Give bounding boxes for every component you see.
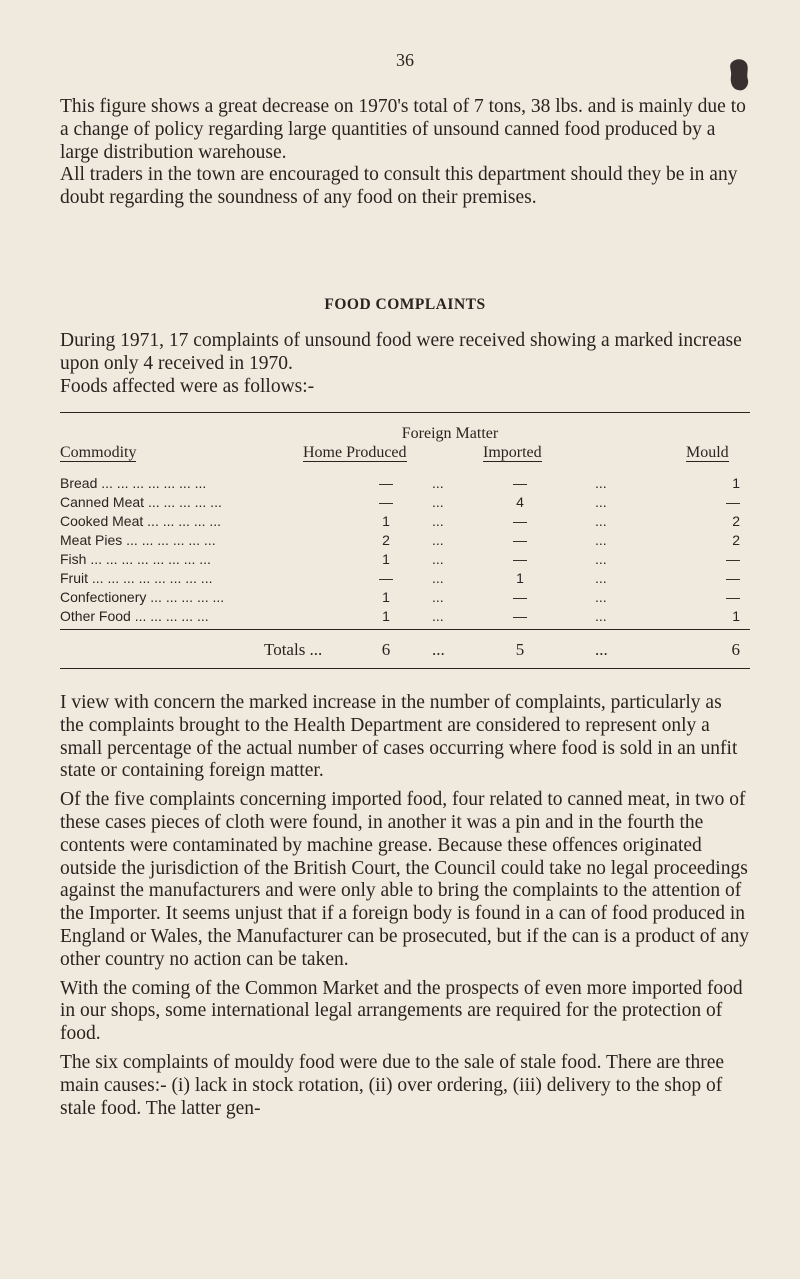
cell-home: 2 [382,532,390,548]
totals-label: Totals ... [264,640,323,659]
cell-commodity: Fruit ... ... ... ... ... ... ... ... [60,570,213,586]
cell-dots: ... [432,532,444,548]
cell-mould: — [726,494,740,510]
page-number: 36 [396,50,414,70]
header-mould: Mould [686,444,729,461]
cell-mould: — [726,551,740,567]
cell-imported: — [513,513,527,529]
cell-imported: — [513,475,527,491]
cell-commodity: Meat Pies ... ... ... ... ... ... [60,532,216,548]
ink-blot-icon [726,56,750,96]
cell-dots: ... [432,513,444,529]
cell-home: — [379,475,393,491]
table-row [60,551,750,570]
cell-commodity: Fish ... ... ... ... ... ... ... ... [60,551,211,567]
section-paragraph: Foods affected were as follows:- [60,375,315,397]
intro-paragraph: This figure shows a great decrease on 1970's total of 7 tons, 38 lbs. and is mainly due to a change of policy regarding large quantities of unsound canned food produced by a large distribution warehouse. [60,96,746,163]
cell-imported: 1 [516,570,524,586]
cell-dots: ... [595,570,607,586]
cell-home: — [379,570,393,586]
cell-commodity: Cooked Meat ... ... ... ... ... [60,513,222,529]
table-row [60,608,750,627]
cell-dots: ... [595,513,607,529]
intro-paragraph: All traders in the town are encouraged to consult this department should they be in any doubt regarding the soundness of any food on their premises. [60,164,738,209]
cell-commodity: Canned Meat ... ... ... ... ... [60,494,222,510]
cell-mould: — [726,589,740,605]
intro-text [60,96,750,210]
body-paragraph: Of the five complaints concerning imported food, four related to canned meat, in two of these cases pieces of cloth were found, in another it was a pin and in the fourth the contents were contaminated by machine grease. Because these offences originated outside the jurisdiction of the British Court, the Council could take no legal proceedings against the manufacturers and were only able to bring the complaints to the attention of the Importer. It seems unjust that if a foreign body is found in a can of food produced in England or Wales, the Manufacturer can be prosecuted, but if the can is a product of any other country no action can be taken. [60,789,749,970]
cell-home: 1 [382,513,390,529]
cell-commodity: Bread ... ... ... ... ... ... ... [60,475,207,491]
cell-home: — [379,494,393,510]
table-row [60,513,750,532]
totals-rule [60,668,750,669]
cell-dots: ... [595,494,607,510]
header-home-produced: Home Produced [303,444,407,461]
section-paragraph: During 1971, 17 complaints of unsound food were received showing a marked increase upon only 4 received in 1970. [60,330,742,374]
cell-dots: ... [432,570,444,586]
table-header [60,413,750,465]
table-row [60,494,750,513]
cell-dots: ... [432,551,444,567]
totals-mould: 6 [731,640,740,659]
cell-home: 1 [382,551,390,567]
table-row [60,589,750,608]
table-row [60,532,750,551]
totals-home: 6 [381,640,391,659]
cell-mould: 2 [732,532,740,548]
cell-imported: — [513,589,527,605]
section-heading: FOOD COMPLAINTS [324,296,486,313]
cell-imported: 4 [516,494,524,510]
table-row [60,475,750,494]
table-row [60,570,750,589]
totals-imported: 5 [515,640,525,659]
body-paragraph: The six complaints of mouldy food were due to the sale of stale food. There are three main causes:- (i) lack in stock rotation, (ii) over ordering, (iii) delivery to the shop of stale food. The latter gen- [60,1051,725,1119]
body-paragraph: With the coming of the Common Market and the prospects of even more imported food in our shops, some international legal arrangements are required for the protection of food. [60,977,743,1045]
body-text [60,692,750,1120]
cell-commodity: Confectionery ... ... ... ... ... [60,589,225,605]
cell-imported: — [513,608,527,624]
header-commodity: Commodity [60,444,137,461]
cell-dots: ... [432,494,444,510]
cell-dots: ... [595,475,607,491]
cell-home: 1 [382,608,390,624]
cell-dots: ... [432,475,444,491]
cell-mould: 1 [732,608,740,624]
cell-mould: 1 [732,475,740,491]
cell-commodity: Other Food ... ... ... ... ... [60,608,209,624]
cell-mould: — [726,570,740,586]
cell-imported: — [513,551,527,567]
cell-mould: 2 [732,513,740,529]
cell-dots: ... [595,640,608,659]
cell-dots: ... [595,589,607,605]
cell-dots: ... [595,608,607,624]
cell-imported: — [513,532,527,548]
cell-home: 1 [382,589,390,605]
cell-dots: ... [432,589,444,605]
header-imported: Imported [483,444,542,461]
cell-dots: ... [595,532,607,548]
cell-dots: ... [432,640,445,659]
cell-dots: ... [595,551,607,567]
complaints-table [60,412,750,669]
header-foreign-matter: Foreign Matter [401,425,499,442]
section-intro [60,330,750,398]
totals-row [60,630,750,668]
cell-dots: ... [432,608,444,624]
body-paragraph: I view with concern the marked increase in the number of complaints, particularly as the complaints brought to the Health Department are considered to represent only a small percentage of the actual number of cases occurring where food is sold in an unfit state or containing foreign matter. [60,692,738,782]
